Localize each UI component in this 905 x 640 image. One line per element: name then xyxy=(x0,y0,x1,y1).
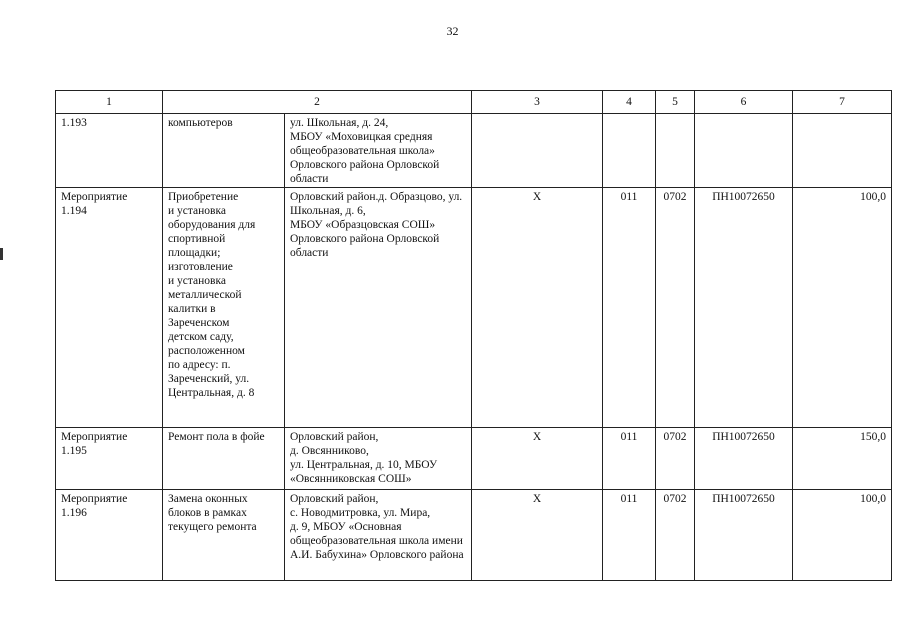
row-description: Замена оконных блоков в рамках текущего ремонта xyxy=(168,493,257,533)
page-number: 32 xyxy=(446,24,459,38)
header-cell-3: 3 xyxy=(472,91,603,114)
row-col4: 011 xyxy=(603,490,656,581)
row-col7: 150,0 xyxy=(793,428,892,490)
row-id: Мероприятие 1.194 xyxy=(61,191,128,217)
row-col7: 100,0 xyxy=(793,188,892,428)
header-cell-1: 1 xyxy=(56,91,163,114)
row-col4 xyxy=(603,114,656,188)
header-cell-5: 5 xyxy=(656,91,695,114)
row-col3 xyxy=(472,114,603,188)
row-col5: 0702 xyxy=(656,490,695,581)
header-row xyxy=(56,91,892,114)
row-description: компьютеров xyxy=(168,117,233,129)
row-col5: 0702 xyxy=(656,428,695,490)
row-col6: ПН10072650 xyxy=(695,490,793,581)
header-cell-4: 4 xyxy=(603,91,656,114)
row-id: Мероприятие 1.195 xyxy=(61,431,128,457)
scan-margin-mark xyxy=(0,248,3,260)
row-col6: ПН10072650 xyxy=(695,188,793,428)
row-col3: Х xyxy=(472,188,603,428)
row-col3: Х xyxy=(472,428,603,490)
table-row xyxy=(56,114,892,188)
table-row xyxy=(56,490,892,581)
row-col6: ПН10072650 xyxy=(695,428,793,490)
budget-table xyxy=(55,90,892,581)
header-cell-6: 6 xyxy=(695,91,793,114)
table-row xyxy=(56,428,892,490)
header-cell-2: 2 xyxy=(163,91,472,114)
row-description: Приобретение и установка оборудования для спортивной площадки; изготовление и установка металлической калитки в Зареченском детском саду, расположенном по адресу: п. Зареченский, ул. Центральная, д. 8 xyxy=(168,191,256,399)
row-address: Орловский район.д. Образцово, ул. Школьная, д. 6, МБОУ «Образцовская СОШ» Орловского района Орловской области xyxy=(290,191,463,259)
row-col7: 100,0 xyxy=(793,490,892,581)
row-address: ул. Школьная, д. 24, МБОУ «Моховицкая средняя общеобразовательная школа» Орловского района Орловской области xyxy=(290,117,440,185)
table-row xyxy=(56,188,892,428)
header-cell-7: 7 xyxy=(793,91,892,114)
row-id: Мероприятие 1.196 xyxy=(61,493,128,519)
row-col4: 011 xyxy=(603,428,656,490)
row-address: Орловский район, д. Овсянниково, ул. Центральная, д. 10, МБОУ «Овсянниковская СОШ» xyxy=(290,431,438,485)
row-col5: 0702 xyxy=(656,188,695,428)
row-id: 1.193 xyxy=(61,117,87,129)
row-col6 xyxy=(695,114,793,188)
row-col4: 011 xyxy=(603,188,656,428)
row-col3: Х xyxy=(472,490,603,581)
row-col7 xyxy=(793,114,892,188)
row-address: Орловский район, с. Новодмитровка, ул. Мира, д. 9, МБОУ «Основная общеобразовательная школа имени А.И. Бабухина» Орловского района xyxy=(290,493,464,561)
row-description: Ремонт пола в фойе xyxy=(168,431,265,443)
row-col5 xyxy=(656,114,695,188)
